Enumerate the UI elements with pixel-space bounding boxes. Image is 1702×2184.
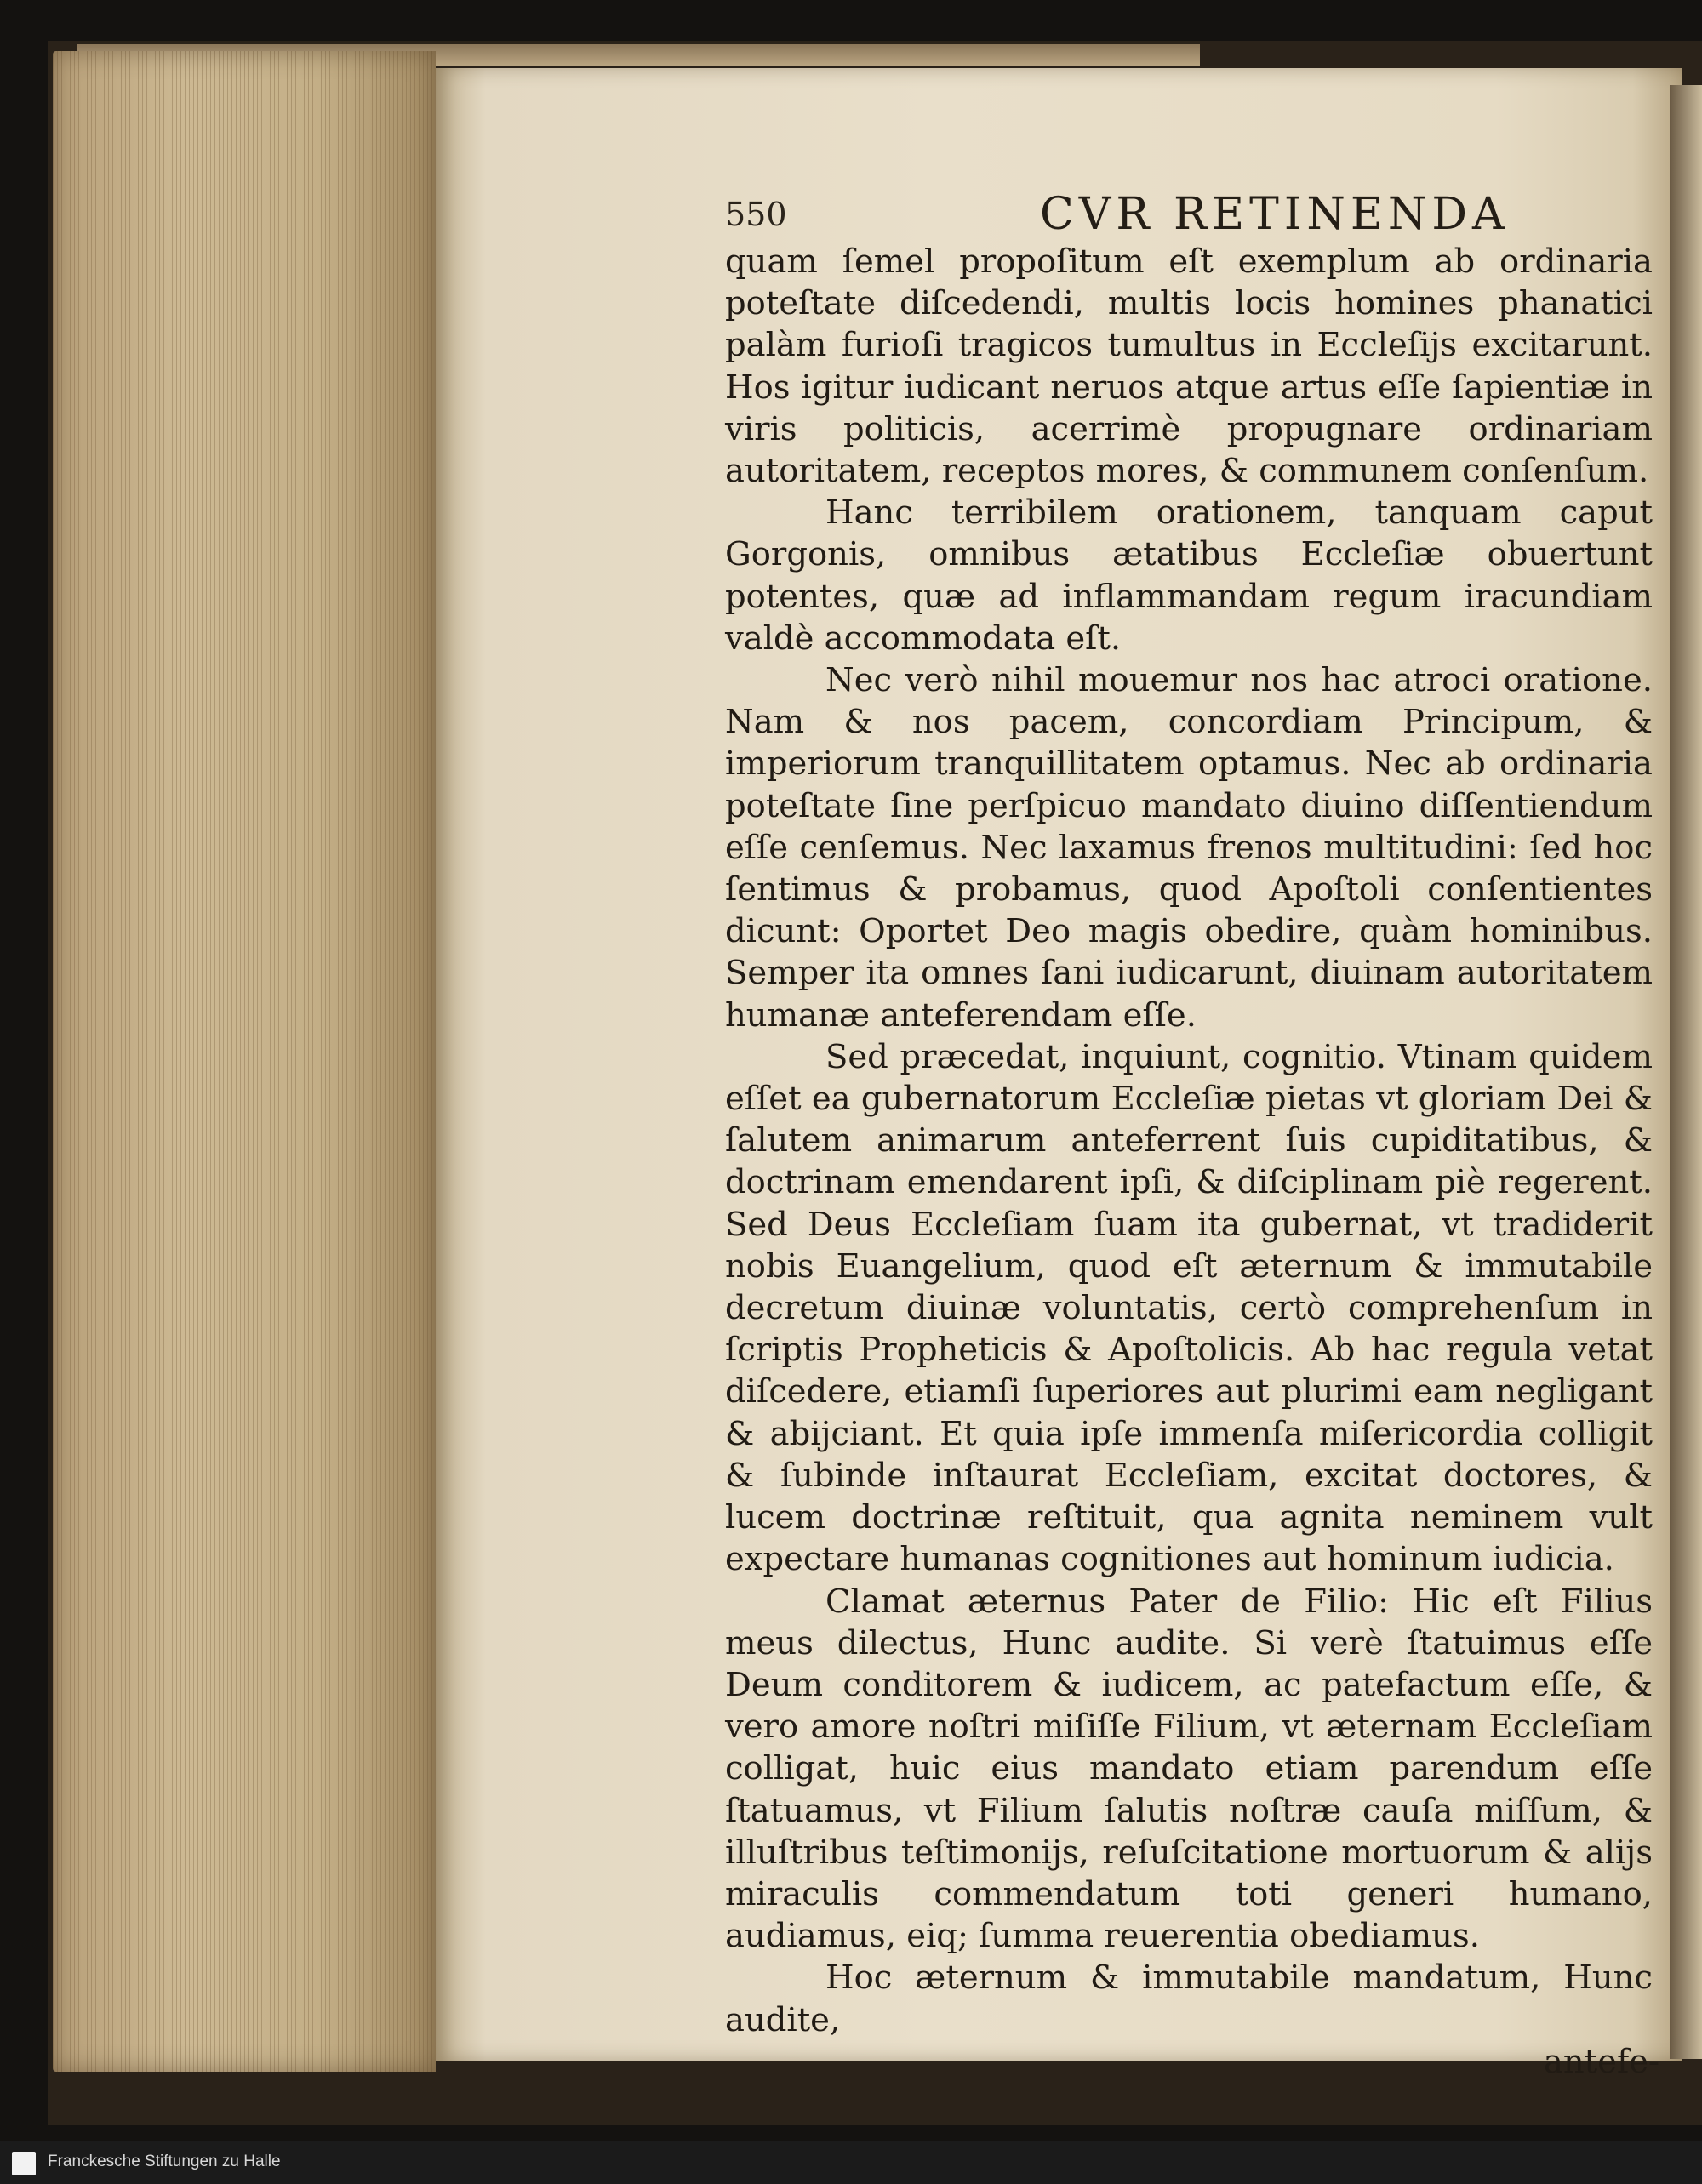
paragraph-4: Sed præcedat, inquiunt, cognitio. Vtinam quidem eſſet ea gubernatorum Eccleſiæ pietas vt gloriam Dei & ſalutem animarum anteferrent ſuis cupiditatibus, & doctrinam emendarent ipſi, & diſciplinam piè regerent. Sed Deus Eccleſiam ſuam ita gubernat, vt tradiderit nobis Euangelium, quod eſt æternum & immutabile decretum diuinæ voluntatis, certò comprehenſum in ſcriptis Propheticis & Apoſtolicis. Ab hac regula vetat diſcedere, etiamſi ſuperiores aut plurimi eam negligant & abijciant. Et quia ipſe immenſa miſericordia colligit & ſubinde inſtaurat Eccleſiam, excitat doctores, & lucem doctrinæ reſtituit, qua agnita neminem vult expectare humanas cognitiones aut hominum iudicia. bbox=[725, 1037, 1653, 1579]
paragraph-6: Hoc æternum & immutabile mandatum, Hunc audite, bbox=[725, 1959, 1653, 2039]
footer-label: Franckesche Stiftungen zu Halle bbox=[48, 2153, 281, 2170]
recto-page-sliver bbox=[1670, 85, 1702, 2059]
catchword: antefe- bbox=[1543, 2042, 1659, 2081]
running-title: CVR RETINENDA bbox=[1040, 189, 1510, 240]
running-head bbox=[725, 189, 1644, 240]
page-edges-fore-edge bbox=[53, 51, 436, 2072]
paragraph-1: quam ſemel propoſitum eſt exemplum ab ordinaria poteſtate diſcedendi, multis locis homines phanatici palàm furioſi tragicos tumultus in Eccleſijs excitarunt. Hos igitur iudicant neruos atque artus eſſe ſapientiæ in viris politicis, acerrimè propugnare ordinariam autoritatem, receptos mores, & communem conſenſum. bbox=[725, 242, 1653, 491]
institution-logo-icon bbox=[12, 2152, 36, 2175]
paragraph-5: Clamat æternus Pater de Filio: Hic eſt Filius meus dilectus, Hunc audite. Si verè ſtatuimus eſſe Deum conditorem & iudicem, ac patefactum eſſe, & vero amore noſtri miſiſſe Filium, vt æternam Eccleſiam colligat, huic eius mandato etiam parendum eſſe ſtatuamus, vt Filium ſalutis noſtræ cauſa miſſum, & illuſtribus teſtimonijs, reſuſcitatione mortuorum & alijs miraculis commendatum toti generi humano, audiamus, eiq; ſumma reuerentia obediamus. bbox=[725, 1582, 1653, 1956]
footer-banner bbox=[0, 2141, 1702, 2184]
page-number: 550 bbox=[725, 196, 787, 233]
body-text bbox=[725, 241, 1659, 2083]
paragraph-3: Nec verò nihil mouemur nos hac atroci oratione. Nam & nos pacem, concordiam Principum, & imperiorum tranquillitatem optamus. Nec ab ordinaria poteſtate ſine perſpicuo mandato diuino diſſentiendum eſſe cenſemus. Nec laxamus frenos multitudini: ſed hoc ſentimus & probamus, quod Apoſtoli conſentientes dicunt: Oportet Deo magis obedire, quàm hominibus. Semper ita omnes ſani iudicarunt, diuinam autoritatem humanæ anteferendam eſſe. bbox=[725, 661, 1653, 1035]
paragraph-2: Hanc terribilem orationem, tanquam caput Gorgonis, omnibus ætatibus Eccleſiæ obuertunt potentes, quæ ad inflammandam regum iracundiam valdè accommodata eſt. bbox=[725, 493, 1653, 658]
